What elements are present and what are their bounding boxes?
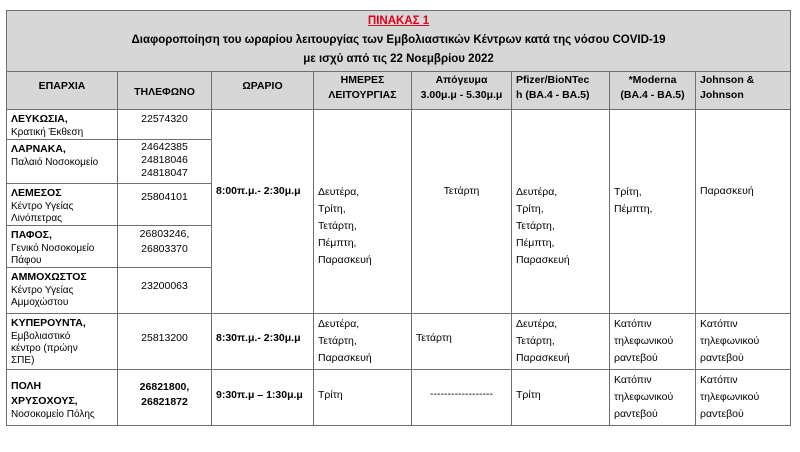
pfizer-cell: Τρίτη: [512, 370, 610, 426]
apogevma-cell: Τετάρτη: [412, 314, 512, 370]
city-name: ΧΡΥΣΟΧΟΥΣ,: [11, 395, 78, 407]
day: Τετάρτη,: [516, 335, 555, 347]
place-name: Αμμοχώστου: [11, 297, 69, 308]
note-line: Κατόπιν: [700, 374, 738, 386]
schedule-table: [6, 10, 791, 426]
table-row: [7, 370, 791, 426]
city-name: ΛΕΜΕΣΟΣ: [11, 187, 62, 199]
city-name: ΠΟΛΗ: [11, 380, 42, 392]
place-name: Εμβολιαστικό: [11, 331, 71, 342]
header-apogevma: [412, 72, 512, 110]
header-pfizer-l1: Pfizer/BioNTec: [516, 74, 590, 86]
jj-cell: Παρασκευή: [696, 110, 791, 314]
city-name: ΑΜΜΟΧΩΣΤΟΣ: [11, 271, 87, 283]
place-name: Νοσοκομείο Πόλης: [11, 409, 95, 420]
day: Τρίτη,: [318, 203, 346, 215]
header-pfizer: [512, 72, 610, 110]
header-jj: [696, 72, 791, 110]
table-title: [7, 11, 791, 72]
eparxia-cell: [7, 110, 118, 140]
phone-cell: [118, 140, 212, 184]
pfizer-cell: [512, 110, 610, 314]
place-name: Γενικό Νοσοκομείο: [11, 243, 95, 254]
header-orario: ΩΡΑΡΙΟ: [212, 72, 314, 110]
eparxia-cell: [7, 314, 118, 370]
header-moderna: [610, 72, 696, 110]
orario-cell: 8:00π.μ.- 2:30μ.μ: [212, 110, 314, 314]
note-line: ραντεβού: [614, 408, 658, 420]
note-line: Κατόπιν: [700, 318, 738, 330]
apogevma-cell: ------------------: [412, 370, 512, 426]
phone-cell: [118, 110, 212, 140]
place-name: Παλαιό Νοσοκομείο: [11, 157, 99, 168]
phone-cell: [118, 268, 212, 314]
imeres-cell: Τρίτη: [314, 370, 412, 426]
eparxia-cell: [7, 370, 118, 426]
note-line: ραντεβού: [700, 352, 744, 364]
day: Τετάρτη,: [318, 220, 357, 232]
phone-number: 26821872: [141, 396, 188, 408]
place-name: Λινόπετρας: [11, 213, 62, 224]
city-name: ΠΑΦΟΣ,: [11, 229, 52, 241]
title-line-1: Διαφοροποίηση του ωραρίου λειτουργίας των Εμβολιαστικών Κέντρων κατά της νόσου COVID-19: [131, 34, 666, 46]
note-line: ραντεβού: [614, 352, 658, 364]
place-name: Κρατική Έκθεση: [11, 127, 84, 138]
note-line: τηλεφωνικού: [614, 391, 674, 403]
header-apogevma-l1: Απόγευμα: [435, 74, 488, 86]
jj-cell: [696, 370, 791, 426]
phone-cell: [118, 184, 212, 226]
place-name: Κέντρο Υγείας: [11, 201, 74, 212]
day: Παρασκευή: [318, 352, 372, 364]
note-line: τηλεφωνικού: [700, 391, 760, 403]
place-name: Κέντρο Υγείας: [11, 285, 74, 296]
table-row: [7, 110, 791, 140]
day: Τετάρτη,: [318, 335, 357, 347]
day: Δευτέρα,: [318, 186, 360, 198]
title-line-2: με ισχύ από τις 22 Νοεμβρίου 2022: [303, 53, 494, 65]
day: Πέμπτη,: [318, 237, 357, 249]
place-name: Πάφου: [11, 255, 42, 266]
header-tilefono: ΤΗΛΕΦΩΝΟ: [118, 72, 212, 110]
orario-cell: 9:30π.μ – 1:30μ.μ: [212, 370, 314, 426]
place-name: κέντρο (πρώην: [11, 343, 78, 354]
header-imeres-l2: ΛΕΙΤΟΥΡΓΙΑΣ: [328, 89, 397, 101]
note-line: τηλεφωνικού: [614, 335, 674, 347]
pfizer-cell: [512, 314, 610, 370]
city-name: ΚΥΠΕΡΟΥΝΤΑ,: [11, 317, 86, 329]
phone-number: 25804101: [141, 191, 188, 203]
phone-number: 26803370: [141, 243, 188, 255]
city-name: ΛΕΥΚΩΣΙΑ,: [11, 113, 68, 125]
imeres-cell: [314, 110, 412, 314]
place-name: ΣΠΕ): [11, 355, 35, 366]
phone-number: 22574320: [141, 113, 188, 125]
imeres-cell: [314, 314, 412, 370]
note-line: τηλεφωνικού: [700, 335, 760, 347]
phone-number: 24818046: [141, 154, 188, 166]
eparxia-cell: [7, 140, 118, 184]
day: Τρίτη,: [614, 186, 642, 198]
city-name: ΛΑΡΝΑΚΑ,: [11, 143, 66, 155]
moderna-cell: [610, 370, 696, 426]
phone-number: 24642385: [141, 141, 188, 153]
header-moderna-l1: *Moderna: [628, 74, 677, 86]
day: Παρασκευή: [516, 352, 570, 364]
header-row: [7, 72, 791, 110]
eparxia-cell: [7, 226, 118, 268]
orario-cell: 8:30π.μ.- 2:30μ.μ: [212, 314, 314, 370]
header-jj-l2: Johnson: [700, 89, 744, 101]
header-eparxia: ΕΠΑΡΧΙΑ: [7, 72, 118, 110]
phone-number: 26821800,: [139, 381, 190, 393]
eparxia-cell: [7, 268, 118, 314]
phone-cell: 25813200: [118, 314, 212, 370]
day: Παρασκευή: [318, 254, 372, 266]
table-row: [7, 314, 791, 370]
day: Τετάρτη,: [516, 220, 555, 232]
phone-number: 23200063: [141, 280, 188, 292]
moderna-cell: [610, 314, 696, 370]
phone-cell: [118, 226, 212, 268]
title-row: [7, 11, 791, 72]
day: Τρίτη,: [516, 203, 544, 215]
jj-cell: [696, 314, 791, 370]
day: Δευτέρα,: [516, 318, 558, 330]
header-imeres: [314, 72, 412, 110]
note-line: ραντεβού: [700, 408, 744, 420]
phone-number: 24818047: [141, 167, 188, 179]
header-moderna-l2: (BA.4 - BA.5): [620, 89, 685, 101]
note-line: Κατόπιν: [614, 318, 652, 330]
eparxia-cell: [7, 184, 118, 226]
day: Πέμπτη,: [516, 237, 555, 249]
phone-number: 26803246,: [139, 228, 190, 240]
header-apogevma-l2: 3.00μ.μ - 5.30μ.μ: [420, 89, 503, 101]
day: Δευτέρα,: [516, 186, 558, 198]
day: Δευτέρα,: [318, 318, 360, 330]
day: Πέμπτη,: [614, 203, 653, 215]
header-imeres-l1: ΗΜΕΡΕΣ: [340, 74, 385, 86]
moderna-cell: [610, 110, 696, 314]
apogevma-cell: Τετάρτη: [412, 110, 512, 314]
note-line: Κατόπιν: [614, 374, 652, 386]
schedule-document: [6, 10, 790, 426]
header-jj-l1: Johnson &: [700, 74, 755, 86]
table-label: ΠΙΝΑΚΑΣ 1: [367, 15, 430, 27]
header-pfizer-l2: h (BA.4 - BA.5): [516, 89, 590, 101]
day: Παρασκευή: [516, 254, 570, 266]
phone-cell: [118, 370, 212, 426]
